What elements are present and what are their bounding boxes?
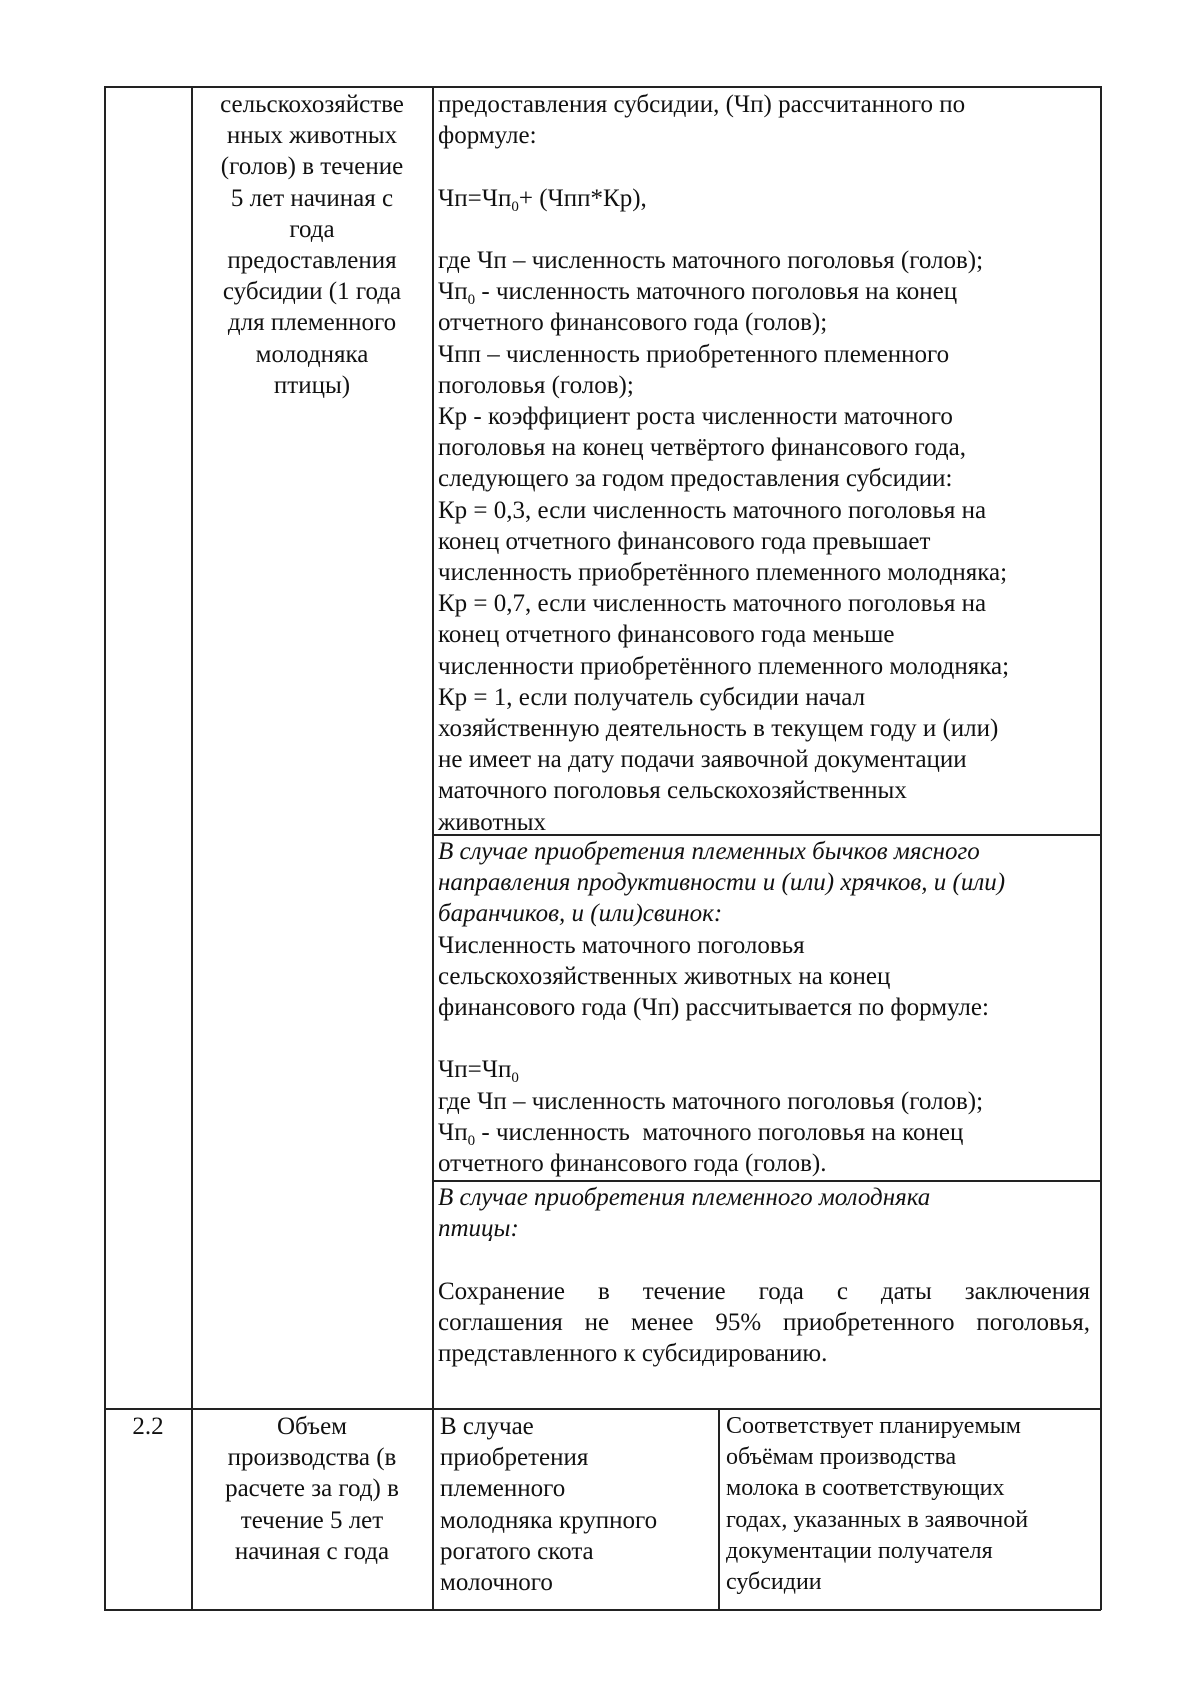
text-line: хозяйственную деятельность в текущем году и (или): [438, 715, 999, 743]
text-line: субсидии: [726, 1569, 822, 1596]
definition-line: [438, 1117, 1098, 1148]
indicator-name-cell-2: [194, 1411, 430, 1567]
text-line: течение 5 лет: [240, 1506, 384, 1534]
calculation-cell-bulls-boars: [438, 836, 1098, 1179]
condition-cell-2: [440, 1411, 716, 1598]
poultry-condition-paragraph: [438, 1276, 1090, 1370]
value-cell-2: [726, 1411, 1098, 1598]
table-bottom-border: [104, 1609, 1101, 1611]
row-number-cell: [107, 1411, 189, 1442]
text-line: отчетного финансового года (голов);: [438, 309, 828, 337]
text-line: племенного: [440, 1475, 566, 1503]
text-line: документации получателя: [726, 1537, 993, 1564]
text-line: Кр = 0,7, если численность маточного поголовья на: [438, 590, 987, 618]
text-line: субсидии (1 года: [222, 278, 402, 306]
text-line: Объем: [277, 1413, 347, 1440]
condition-line: птицы:: [438, 1215, 519, 1243]
text-line: года: [289, 215, 335, 243]
formula-part: - численность маточного поголовья на конец: [475, 278, 958, 306]
text-line: 5 лет начиная с: [230, 184, 394, 212]
blank-line: [438, 151, 1098, 182]
indicator-name-cell: [194, 89, 430, 401]
table-top-border: [104, 86, 1101, 88]
text-line: Кр - коэффициент роста численности маточного: [438, 403, 953, 431]
blank-line: [438, 1023, 1098, 1054]
table-left-border: [104, 86, 106, 1610]
text-line: не имеет на дату подачи заявочной документации: [438, 746, 967, 774]
text-line: объёмам производства: [726, 1444, 957, 1471]
text-line: где Чп – численность маточного поголовья (голов);: [438, 247, 984, 275]
formula-line: [438, 183, 1098, 214]
text-line: сельскохозяйстве: [220, 91, 404, 118]
text-line: сельскохозяйственных животных на конец: [438, 962, 891, 990]
column-divider-2: [432, 86, 434, 1610]
text-line: молодняка: [255, 340, 369, 368]
definition-line: [438, 276, 1098, 307]
text-line: предоставления субсидии, (Чп) рассчитанного по: [438, 91, 966, 118]
formula-part: Чп=Чп: [438, 1056, 512, 1084]
text-line: приобретения: [440, 1444, 589, 1472]
text-line: конец отчетного финансового года меньше: [438, 621, 895, 649]
text-line: Численность маточного поголовья: [438, 931, 805, 959]
formula-line: [438, 1054, 1098, 1085]
text-line: Кр = 0,3, если численность маточного поголовья на: [438, 496, 987, 524]
calculation-cell-poultry: [438, 1182, 1090, 1369]
condition-line: направления продуктивности и (или) хрячков, и (или): [438, 869, 1006, 897]
text-line: Кр = 1, если получатель субсидии начал: [438, 683, 866, 711]
condition-line: баранчиков, и (или)свинок:: [438, 900, 723, 928]
formula-part: + (Чпп*Кр),: [518, 184, 647, 212]
condition-line: В случае приобретения племенного молодняка: [438, 1184, 931, 1211]
row-number: 2.2: [132, 1413, 164, 1440]
formula-subscript: 0: [511, 1070, 519, 1087]
text-line: конец отчетного финансового года превышает: [438, 527, 931, 555]
formula-part: Чп: [438, 278, 468, 306]
text-line: птицы): [273, 371, 351, 399]
text-line: производства (в: [227, 1444, 397, 1472]
blank-line: [438, 1244, 1090, 1275]
text-line: следующего за годом предоставления субсидии:: [438, 465, 953, 493]
text-line: финансового года (Чп) рассчитывается по формуле:: [438, 994, 989, 1022]
text-line: молочного: [440, 1569, 553, 1597]
formula-part: - численность маточного поголовья на конец: [475, 1118, 964, 1146]
text-line: численность приобретённого племенного молодняка;: [438, 559, 1008, 587]
text-line: где Чп – численность маточного поголовья (голов);: [438, 1087, 984, 1115]
text-line: рогатого скота: [440, 1537, 594, 1565]
text-line: соглашения не менее 95% приобретенного поголовья,: [438, 1308, 1090, 1336]
text-line: нных животных: [226, 122, 398, 150]
text-line: Соответствует планируемым: [726, 1413, 1021, 1439]
text-line: поголовья (голов);: [438, 371, 634, 399]
condition-line: В случае приобретения племенных бычков мясного: [438, 838, 980, 865]
column-divider-3: [718, 1408, 720, 1610]
formula-part: Чп=Чп: [438, 184, 512, 212]
text-line: для племенного: [227, 309, 397, 337]
text-line: Сохранение в течение года с даты заключения: [438, 1277, 1090, 1305]
row-divider: [104, 1408, 1101, 1410]
blank-line: [438, 214, 1098, 245]
text-line: (голов) в течение: [220, 153, 404, 181]
formula-subscript: 0: [467, 1132, 476, 1149]
column-divider-1: [191, 86, 193, 1610]
text-line: предоставления: [227, 247, 397, 275]
text-line: поголовья на конец четвёртого финансового года,: [438, 434, 966, 462]
table-right-border: [1100, 86, 1102, 1610]
text-line: начиная с года: [234, 1537, 390, 1565]
formula-part: Чп: [438, 1118, 468, 1146]
text-line: представленного к субсидированию.: [438, 1340, 828, 1368]
formula-subscript: 0: [511, 198, 519, 215]
text-line: маточного поголовья сельскохозяйственных: [438, 777, 907, 805]
text-line: формуле:: [438, 122, 537, 150]
text-line: Чпп – численность приобретенного племенного: [438, 340, 950, 368]
formula-subscript: 0: [467, 292, 476, 309]
text-line: В случае: [440, 1413, 534, 1440]
text-line: численности приобретённого племенного молодняка;: [438, 652, 1010, 680]
text-line: отчетного финансового года (голов).: [438, 1150, 827, 1178]
text-line: расчете за год) в: [225, 1475, 399, 1503]
text-line: животных: [438, 808, 547, 836]
text-line: молодняка крупного: [440, 1506, 658, 1534]
calculation-cell-general: [438, 89, 1098, 838]
text-line: молока в соответствующих: [726, 1475, 1005, 1502]
text-line: годах, указанных в заявочной: [726, 1506, 1029, 1533]
